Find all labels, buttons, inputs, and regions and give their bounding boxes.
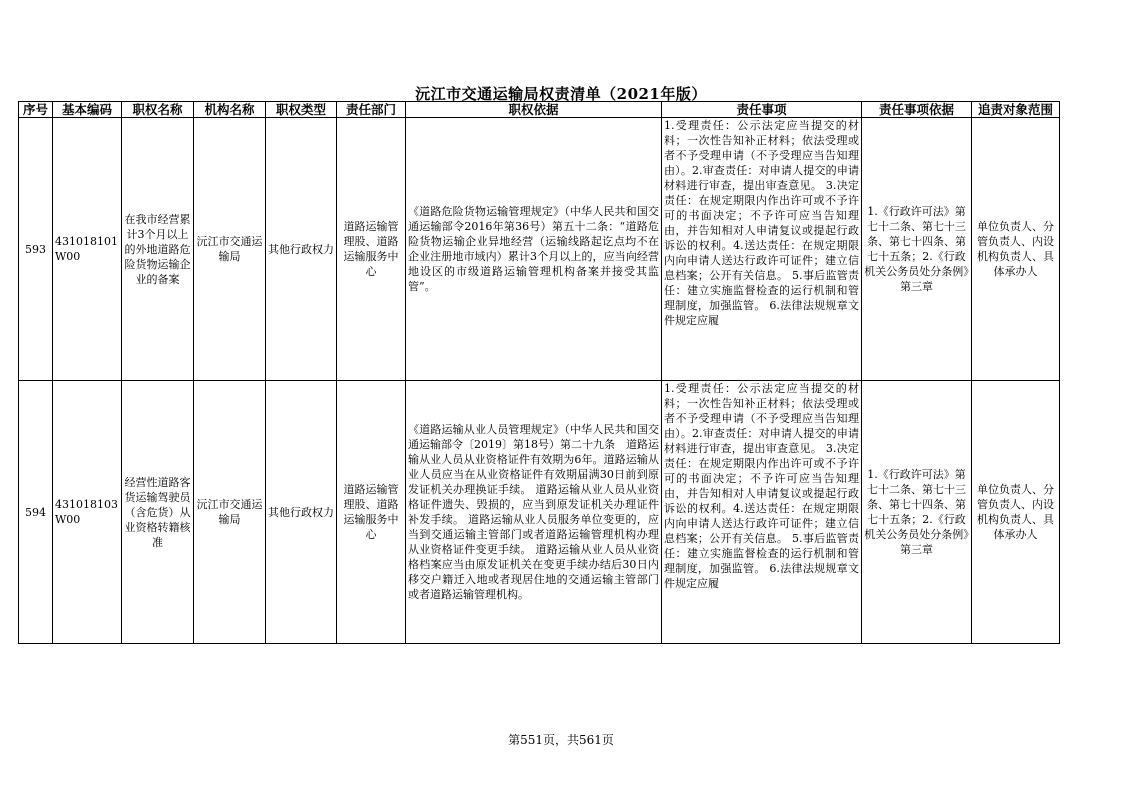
row-duties <box>662 381 862 644</box>
table-row <box>19 381 1060 644</box>
row-duty-basis: 1.《行政许可法》第七十二条、第七十三条、第七十四条、第七十五条；2.《行政机关公务员处分条例》第三章 <box>862 118 972 381</box>
table-header-row <box>19 102 1060 118</box>
row-power-name: 经营性道路客货运输驾驶员（含危货）从业资格转籍核准 <box>122 381 194 644</box>
header-duty-basis: 责任事项依据 <box>862 102 972 118</box>
table-row <box>19 118 1060 381</box>
row-department: 道路运输管理股、道路运输服务中心 <box>337 381 406 644</box>
duty-list-table <box>18 101 1060 644</box>
row-power-type: 其他行政权力 <box>266 118 337 381</box>
row-index: 594 <box>19 381 53 644</box>
row-accountability: 单位负责人、分管负责人、内设机构负责人、具体承办人 <box>972 118 1060 381</box>
header-index: 序号 <box>19 102 53 118</box>
row-org-name: 沅江市交通运输局 <box>194 118 266 381</box>
row-department: 道路运输管理股、道路运输服务中心 <box>337 118 406 381</box>
header-duties: 责任事项 <box>662 102 862 118</box>
row-duties-text: 1.受理责任：公示法定应当提交的材料；一次性告知补正材料；依法受理或者不予受理申请（不予受理应当告知理由）。2.审查责任：对申请人提交的申请材料进行审查，提出审查意见。 3.决定责任：在规定期限内作出许可或不予许可的书面决定；不予许可应当告知理由，并告知相对人申请复议或提起行政诉讼的权利。4.送达责任：在规定期限内向申请人送达行政许可证件；建立信息档案；公开有关信息。 5.事后监管责任：建立实施监督检查的运行机制和管理制度，加强监管。 6.法律法规规章文件规定应履 <box>664 382 859 590</box>
header-power-type: 职权类型 <box>266 102 337 118</box>
header-department: 责任部门 <box>337 102 406 118</box>
row-power-type: 其他行政权力 <box>266 381 337 644</box>
row-duty-basis: 1.《行政许可法》第七十二条、第七十三条、第七十四条、第七十五条；2.《行政机关公务员处分条例》第三章 <box>862 381 972 644</box>
header-accountability: 追责对象范围 <box>972 102 1060 118</box>
row-code: 431018103W00 <box>53 381 122 644</box>
header-code: 基本编码 <box>53 102 122 118</box>
row-duties <box>662 118 862 381</box>
page-number: 第551页，共561页 <box>508 733 614 747</box>
page-title: 沅江市交通运输局权责清单（2021年版） <box>415 85 707 103</box>
row-org-name: 沅江市交通运输局 <box>194 381 266 644</box>
row-accountability: 单位负责人、分管负责人、内设机构负责人、具体承办人 <box>972 381 1060 644</box>
row-basis: 《道路运输从业人员管理规定》（中华人民共和国交通运输部令〔2019〕第18号）第二十九条 道路运输从业人员从业资格证件有效期为6年。道路运输从业人员应当在从业资格证件有效期届满30日前到原发证机关办理换证手续。 道路运输从业人员从业资格证件遗失、毁损的，应当到原发证机关办理证件补发手续。 道路运输从业人员服务单位变更的，应当到交通运输主管部门或者道路运输管理机构办理从业资格证件变更手续。 道路运输从业人员从业资格档案应当由原发证机关在变更手续办结后30日内移交户籍迁入地或者现居住地的交通运输主管部门或者道路运输管理机构。 <box>406 381 662 644</box>
header-basis: 职权依据 <box>406 102 662 118</box>
row-code: 431018101W00 <box>53 118 122 381</box>
row-index: 593 <box>19 118 53 381</box>
row-power-name: 在我市经营累计3个月以上的外地道路危险货物运输企业的备案 <box>122 118 194 381</box>
header-org-name: 机构名称 <box>194 102 266 118</box>
row-basis: 《道路危险货物运输管理规定》（中华人民共和国交通运输部令2016年第36号）第五十二条：“道路危险货物运输企业异地经营（运输线路起讫点均不在企业注册地市域内）累计3个月以上的，应当向经营地设区的市级道路运输管理机构备案并接受其监管”。 <box>406 118 662 381</box>
header-power-name: 职权名称 <box>122 102 194 118</box>
row-duties-text: 1.受理责任：公示法定应当提交的材料；一次性告知补正材料；依法受理或者不予受理申请（不予受理应当告知理由）。2.审查责任：对申请人提交的申请材料进行审查，提出审查意见。 3.决定责任：在规定期限内作出许可或不予许可的书面决定；不予许可应当告知理由，并告知相对人申请复议或提起行政诉讼的权利。4.送达责任：在规定期限内向申请人送达行政许可证件；建立信息档案；公开有关信息。 5.事后监管责任：建立实施监督检查的运行机制和管理制度，加强监管。 6.法律法规规章文件规定应履 <box>664 119 859 327</box>
